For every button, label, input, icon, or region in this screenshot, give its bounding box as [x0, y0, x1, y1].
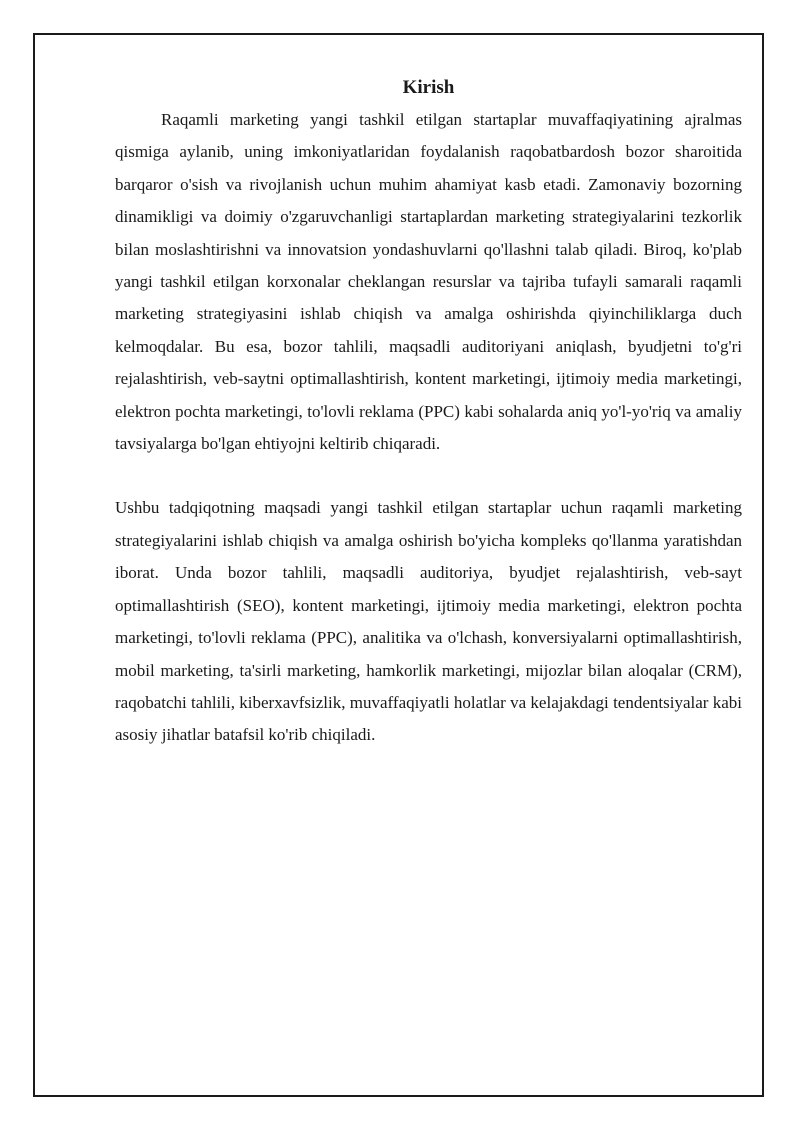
- paragraph-intro: Raqamli marketing yangi tashkil etilgan startaplar muvaffaqiyatining ajralmas qismiga aylanib, uning imkoniyatlaridan foydalanish raqobatbardosh bozor sharoitida barqaror o'sish va rivojlanish uchun muhim ahamiyat kasb etadi. Zamonaviy bozorning dinamikligi va doimiy o'zgaruvchanligi startaplardan marketing strategiyalarini tezkorlik bilan moslashtirishni va innovatsion yondashuvlarni qo'llashni talab qiladi. Biroq, ko'plab yangi tashkil etilgan korxonalar cheklangan resurslar va tajriba tufayli samarali raqamli marketing strategiyasini ishlab chiqish va amalga oshirishda qiyinchiliklarga duch kelmoqdalar. Bu esa, bozor tahlili, maqsadli auditoriyani aniqlash, byudjetni to'g'ri rejalashtirish, veb-saytni optimallashtirish, kontent marketingi, ijtimoiy media marketingi, elektron pochta marketingi, to'lovli reklama (PPC) kabi sohalarda aniq yo'l-yo'riq va amaliy tavsiyalarga bo'lgan ehtiyojni keltirib chiqaradi.: [115, 110, 742, 454]
- paragraph-gap: [115, 460, 742, 492]
- document-body: [115, 72, 742, 752]
- section-heading: Kirish: [402, 77, 455, 98]
- paragraph-purpose: Ushbu tadqiqotning maqsadi yangi tashkil etilgan startaplar uchun raqamli marketing strategiyalarini ishlab chiqish va amalga oshirish bo'yicha kompleks qo'llanma yaratishdan iborat. Unda bozor tahlili, maqsadli auditoriya, byudjet rejalashtirish, veb-sayt optimallashtirish (SEO), kontent marketingi, ijtimoiy media marketingi, elektron pochta marketingi, to'lovli reklama (PPC), analitika va o'lchash, konversiyalarni optimallashtirish, mobil marketing, ta'sirli marketing, hamkorlik marketingi, mijozlar bilan aloqalar (CRM), raqobatchi tahlili, kiberxavfsizlik, muvaffaqiyatli holatlar va kelajakdagi tendentsiyalar kabi asosiy jihatlar batafsil ko'rib chiqiladi.: [115, 498, 742, 745]
